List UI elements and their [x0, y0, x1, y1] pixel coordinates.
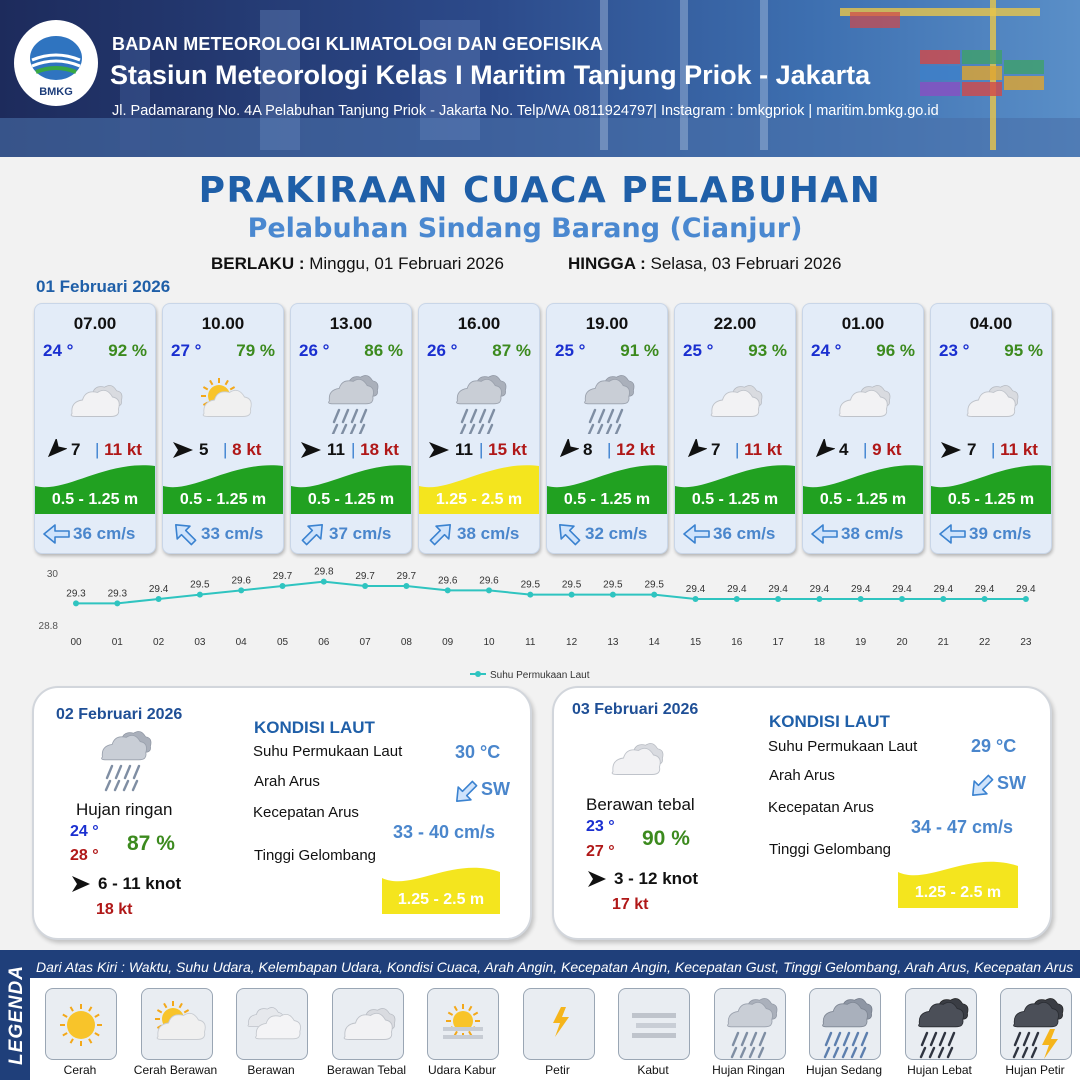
card-humidity: 91 % — [620, 341, 659, 360]
sst-data-label: 29.4 — [809, 584, 830, 595]
legend-item-petir — [523, 988, 595, 1060]
x-tick-label: 14 — [648, 637, 660, 648]
wind-direction-icon — [299, 439, 323, 461]
sst-data-label: 29.4 — [727, 584, 747, 595]
legend-item-label: Hujan Sedang — [805, 1063, 883, 1077]
valid-from-date: Minggu, 01 Februari 2026 — [309, 254, 504, 273]
station-address: Jl. Padamarang No. 4A Pelabuhan Tanjung Priok - Jakarta No. Telp/WA 0811924797| Instagram : bmkgpriok | maritim.bmkg.go.id — [112, 103, 939, 119]
x-tick-label: 04 — [235, 637, 247, 648]
card-gust: | 8 kt — [223, 440, 262, 459]
sst-point — [156, 596, 162, 602]
berawan-tebal-icon — [675, 364, 795, 434]
hujan-lebat-icon — [906, 989, 976, 1059]
card-gust-value: 12 kt — [616, 440, 655, 459]
valid-to-label: HINGGA : — [568, 254, 646, 273]
sst-point — [569, 592, 575, 598]
current-direction-icon — [683, 521, 711, 547]
legend-item-hujan-lebat — [905, 988, 977, 1060]
legend-item-cerah-berawan — [141, 988, 213, 1060]
card-gust-value: 9 kt — [872, 440, 902, 459]
x-tick-label: 00 — [70, 637, 82, 648]
hujan-ringan-icon — [547, 364, 667, 434]
card-gust: | 18 kt — [351, 440, 399, 459]
card-time: 16.00 — [457, 314, 501, 333]
sst-data-label: 29.5 — [561, 579, 582, 591]
card-wave-height: 0.5 - 1.25 m — [947, 491, 1035, 508]
page-title: PRAKIRAAN CUACA PELABUHAN — [198, 170, 882, 211]
sst-point — [775, 596, 781, 602]
x-tick-label: 19 — [855, 637, 867, 648]
sst-point — [1023, 596, 1029, 602]
x-tick-label: 12 — [566, 637, 578, 648]
wind-direction-icon — [427, 439, 451, 461]
card-current — [803, 516, 923, 552]
card-wind-speed: 11 — [327, 440, 345, 459]
day3-dir-label: Arah Arus — [769, 767, 835, 784]
card-current-speed: 39 cm/s — [969, 524, 1032, 543]
forecast-card — [930, 303, 1052, 554]
card-wave-height: 0.5 - 1.25 m — [51, 491, 139, 508]
x-tick-label: 01 — [111, 637, 123, 648]
sst-data-label: 29.4 — [974, 584, 995, 595]
hujan-sedang-icon — [810, 989, 880, 1059]
sst-data-label: 29.8 — [314, 566, 334, 578]
berawan-tebal-icon — [803, 364, 923, 434]
y-tick-label: 28.8 — [38, 621, 58, 632]
card-temperature: 23 ° — [939, 341, 970, 360]
card-wind-speed: 7 — [967, 440, 977, 459]
x-tick-label: 21 — [937, 637, 949, 648]
bmkg-logo — [14, 20, 98, 106]
day3-kondisi-title: KONDISI LAUT — [769, 712, 890, 731]
sst-point — [403, 583, 409, 589]
card-gust-value: 11 kt — [104, 440, 142, 459]
cerah-berawan-icon — [163, 364, 283, 434]
berawan-tebal-icon — [931, 364, 1051, 434]
forecast-card — [418, 303, 540, 554]
legend-item-label: Cerah Berawan — [133, 1063, 218, 1077]
card-humidity: 86 % — [364, 341, 403, 360]
sst-chart — [36, 565, 1046, 685]
sst-data-label: 29.5 — [190, 579, 210, 591]
sst-data-label: 29.6 — [479, 575, 499, 587]
card-humidity: 93 % — [748, 341, 787, 360]
card-current-speed: 32 cm/s — [585, 524, 648, 543]
card-wave-height: 0.5 - 1.25 m — [307, 491, 395, 508]
day3-tmin: 23 ° — [586, 818, 615, 835]
sst-data-label: 29.4 — [685, 584, 706, 595]
card-time: 01.00 — [841, 314, 885, 333]
logo-text: BMKG — [39, 86, 73, 98]
card-wind — [419, 437, 539, 463]
card-temperature: 26 ° — [299, 341, 330, 360]
card-wave-height: 1.25 - 2.5 m — [435, 491, 523, 508]
wind-direction-icon — [171, 439, 195, 461]
day2-kondisi-title: KONDISI LAUT — [254, 718, 375, 737]
x-tick-label: 10 — [483, 637, 495, 648]
card-current — [675, 516, 795, 552]
card-temperature: 26 ° — [427, 341, 458, 360]
legend-item-berawan — [236, 988, 308, 1060]
legend-marker — [475, 671, 481, 677]
card-gust-value: 18 kt — [360, 440, 399, 459]
card-time: 07.00 — [73, 314, 117, 333]
cerah-berawan-icon — [142, 989, 212, 1059]
sst-data-label: 29.3 — [66, 588, 86, 600]
day3-tmax: 27 ° — [586, 843, 615, 860]
card-wave-height: 0.5 - 1.25 m — [179, 491, 267, 508]
card-humidity: 87 % — [492, 341, 531, 360]
x-tick-label: 18 — [813, 637, 825, 648]
card-wind-speed: 7 — [711, 440, 721, 459]
card-wind — [803, 437, 923, 463]
x-tick-label: 03 — [194, 637, 206, 648]
udara-kabur-icon — [428, 989, 498, 1059]
card-wind-speed: 11 — [455, 440, 473, 459]
legend-item-berawan-tebal — [332, 988, 404, 1060]
card-gust: | 11 kt — [95, 440, 142, 459]
forecast-card — [162, 303, 284, 554]
legend-item-label: Berawan — [247, 1063, 295, 1077]
day3-wind: 3 - 12 knot — [614, 869, 699, 888]
card-humidity: 96 % — [876, 341, 915, 360]
petir-icon — [524, 989, 594, 1059]
card-current — [419, 516, 539, 552]
card-time: 19.00 — [585, 314, 629, 333]
wind-direction-icon — [555, 439, 579, 461]
day1-date: 01 Februari 2026 — [36, 277, 171, 296]
day2-weather-label: Hujan ringan — [76, 800, 173, 819]
day3-date: 03 Februari 2026 — [572, 701, 699, 718]
card-current — [547, 516, 667, 552]
day3-dir: SW — [997, 773, 1026, 793]
sst-point — [238, 587, 244, 593]
sst-data-label: 29.7 — [272, 571, 293, 582]
sst-point — [280, 583, 286, 589]
card-gust-value: 8 kt — [232, 440, 262, 459]
day3-gust: 17 kt — [612, 896, 649, 913]
x-tick-label: 11 — [525, 637, 536, 648]
valid-to-date: Selasa, 03 Februari 2026 — [650, 254, 842, 273]
card-temperature: 25 ° — [555, 341, 586, 360]
card-wind — [35, 437, 155, 463]
day3-wind-arrow-icon — [586, 869, 608, 889]
card-wind-speed: 4 — [839, 440, 849, 459]
forecast-card — [290, 303, 412, 554]
sst-point — [651, 592, 657, 598]
day3-wave-label: Tinggi Gelombang — [769, 841, 892, 858]
card-wave-height: 0.5 - 1.25 m — [563, 491, 651, 508]
sst-point — [610, 592, 616, 598]
day2-wind-arrow-icon — [70, 874, 92, 894]
card-current-speed: 38 cm/s — [457, 524, 520, 543]
day2-wind: 6 - 11 knot — [98, 874, 182, 893]
day3-sst-label: Suhu Permukaan Laut — [768, 738, 918, 755]
legend-label: Suhu Permukaan Laut — [490, 670, 590, 681]
valid-from-label: BERLAKU : — [211, 254, 305, 273]
card-wave-height: 0.5 - 1.25 m — [819, 491, 907, 508]
day2-wave: 1.25 - 2.5 m — [397, 891, 485, 908]
sst-point — [940, 596, 946, 602]
card-gust-value: 11 kt — [744, 440, 782, 459]
day2-gust: 18 kt — [96, 901, 133, 918]
sst-data-label: 29.5 — [644, 579, 664, 591]
current-direction-icon — [555, 521, 583, 547]
legend-title: LEGENDA — [6, 965, 27, 1065]
day3-spd: 34 - 47 cm/s — [911, 817, 1014, 837]
x-tick-label: 20 — [896, 637, 908, 648]
legend-item-label: Cerah — [63, 1063, 97, 1077]
station-name: Stasiun Meteorologi Kelas I Maritim Tanjung Priok - Jakarta — [110, 60, 871, 90]
day2-spd-label: Kecepatan Arus — [253, 804, 359, 821]
sst-point — [899, 596, 905, 602]
legend-item-kabut — [618, 988, 690, 1060]
legend-item-label: Petir — [545, 1063, 570, 1077]
sst-point — [486, 587, 492, 593]
sst-point — [527, 592, 533, 598]
card-wind — [163, 437, 283, 463]
day3-spd-label: Kecepatan Arus — [768, 799, 874, 816]
legend-item-hujan-sedang — [809, 988, 881, 1060]
card-humidity: 79 % — [236, 341, 275, 360]
legend-item-hujan-petir — [1000, 988, 1072, 1060]
hujan-ringan-icon — [419, 364, 539, 434]
sst-point — [114, 600, 120, 606]
card-current-speed: 36 cm/s — [73, 524, 136, 543]
sst-data-label: 29.4 — [850, 584, 871, 595]
card-current — [163, 516, 283, 552]
card-gust: | 12 kt — [607, 440, 655, 459]
valid-to — [568, 254, 841, 274]
sst-point — [734, 596, 740, 602]
sst-data-label: 29.5 — [520, 579, 541, 591]
day2-dir: SW — [481, 779, 510, 799]
sst-data-label: 29.4 — [148, 584, 169, 595]
y-tick-label: 30 — [46, 569, 58, 580]
current-direction-icon — [299, 521, 327, 547]
day3-current-arrow-icon — [968, 773, 994, 797]
berawan-tebal-icon — [333, 989, 403, 1059]
day2-dir-label: Arah Arus — [254, 773, 320, 790]
sst-point — [362, 583, 368, 589]
card-current-speed: 37 cm/s — [329, 524, 392, 543]
sst-point — [197, 592, 203, 598]
day2-date: 02 Februari 2026 — [56, 706, 183, 723]
forecast-card — [674, 303, 796, 554]
hujan-ringan-icon — [291, 364, 411, 434]
wind-direction-icon — [43, 439, 67, 461]
card-current-speed: 36 cm/s — [713, 524, 776, 543]
sst-data-label: 29.4 — [1016, 584, 1036, 595]
sst-point — [858, 596, 864, 602]
card-current-speed: 33 cm/s — [201, 524, 264, 543]
x-tick-label: 07 — [359, 637, 371, 648]
x-tick-label: 15 — [689, 637, 702, 648]
day2-sst: 30 °C — [455, 742, 501, 762]
card-wave-height: 0.5 - 1.25 m — [691, 491, 779, 508]
card-current — [35, 516, 155, 552]
forecast-card — [802, 303, 924, 554]
x-tick-label: 22 — [979, 637, 991, 648]
hujan-ringan-icon — [715, 989, 785, 1059]
sst-data-label: 29.4 — [933, 584, 954, 595]
sst-point — [693, 596, 699, 602]
sst-point — [73, 600, 79, 606]
sst-data-label: 29.5 — [603, 579, 623, 591]
legend-title-box — [4, 960, 30, 1075]
sst-data-label: 29.4 — [768, 584, 788, 595]
current-direction-icon — [939, 521, 967, 547]
x-tick-label: 17 — [772, 637, 784, 648]
current-direction-icon — [171, 521, 199, 547]
card-time: 10.00 — [201, 314, 245, 333]
x-tick-label: 09 — [442, 637, 454, 648]
card-time: 04.00 — [969, 314, 1013, 333]
sst-data-label: 29.6 — [437, 575, 458, 587]
x-tick-label: 02 — [153, 637, 165, 648]
day2-spd: 33 - 40 cm/s — [393, 822, 496, 842]
card-wind — [931, 437, 1051, 463]
current-direction-icon — [811, 521, 839, 547]
berawan-icon — [237, 989, 307, 1059]
current-direction-icon — [43, 521, 71, 547]
card-wind-speed: 7 — [71, 440, 81, 459]
card-gust-value: 15 kt — [488, 440, 527, 459]
day3-wave: 1.25 - 2.5 m — [914, 884, 1002, 901]
sst-point — [816, 596, 822, 602]
legend-item-label: Hujan Lebat — [907, 1063, 972, 1077]
day2-current-arrow-icon — [452, 779, 478, 803]
wind-direction-icon — [811, 439, 835, 461]
sst-point — [445, 587, 451, 593]
legend-item-hujan-ringan — [714, 988, 786, 1060]
sst-data-label: 29.7 — [355, 571, 375, 582]
card-wind-speed: 5 — [199, 440, 209, 459]
day2-humidity: 87 % — [127, 832, 175, 855]
valid-from — [211, 254, 504, 274]
day3-humidity: 90 % — [642, 827, 690, 850]
day2-tmax: 28 ° — [70, 847, 99, 864]
day3-sst: 29 °C — [971, 736, 1017, 756]
current-direction-icon — [427, 521, 455, 547]
sst-data-label: 29.7 — [396, 571, 417, 582]
page-subtitle: Pelabuhan Sindang Barang (Cianjur) — [247, 213, 803, 244]
legend-item-label: Berawan Tebal — [326, 1063, 407, 1077]
hujan-petir-icon — [1001, 989, 1071, 1059]
berawan-tebal-icon — [35, 364, 155, 434]
legend-item-label: Udara Kabur — [427, 1063, 497, 1077]
legend-item-label: Hujan Ringan — [712, 1063, 785, 1077]
day2-weather-icon — [86, 728, 166, 800]
card-wind-speed: 8 — [583, 440, 593, 459]
sst-data-label: 29.3 — [107, 588, 128, 600]
card-temperature: 27 ° — [171, 341, 202, 360]
forecast-card — [34, 303, 156, 554]
card-gust: | 11 kt — [735, 440, 782, 459]
wind-direction-icon — [683, 439, 707, 461]
sst-data-label: 29.6 — [231, 575, 251, 587]
card-temperature: 24 ° — [811, 341, 842, 360]
x-tick-label: 13 — [607, 637, 619, 648]
card-temperature: 24 ° — [43, 341, 74, 360]
card-wind — [547, 437, 667, 463]
card-humidity: 92 % — [108, 341, 147, 360]
legend-description: Dari Atas Kiri : Waktu, Suhu Udara, Kelembapan Udara, Kondisi Cuaca, Arah Angin, Kecepatan Angin, Kecepatan Gust, Tinggi Gelombang, Arah Arus, Kecepatan Arus — [36, 959, 1074, 975]
sst-point — [321, 579, 327, 585]
card-current-speed: 38 cm/s — [841, 524, 904, 543]
wind-direction-icon — [939, 439, 963, 461]
cerah-icon — [46, 989, 116, 1059]
legend-item-cerah — [45, 988, 117, 1060]
card-wind — [675, 437, 795, 463]
x-tick-label: 06 — [318, 637, 330, 648]
card-current — [931, 516, 1051, 552]
agency-name: BADAN METEOROLOGI KLIMATOLOGI DAN GEOFISIKA — [112, 34, 603, 54]
day2-tmin: 24 ° — [70, 823, 99, 840]
card-temperature: 25 ° — [683, 341, 714, 360]
legend-item-label: Kabut — [637, 1063, 669, 1077]
day3-weather-icon — [596, 730, 676, 790]
legend-item-udara-kabur — [427, 988, 499, 1060]
x-tick-label: 23 — [1020, 637, 1032, 648]
x-tick-label: 16 — [731, 637, 743, 648]
day2-sst-label: Suhu Permukaan Laut — [253, 743, 403, 760]
card-time: 13.00 — [329, 314, 373, 333]
card-wind — [291, 437, 411, 463]
card-humidity: 95 % — [1004, 341, 1043, 360]
kabut-icon — [619, 989, 689, 1059]
x-tick-label: 05 — [276, 637, 289, 648]
sst-point — [982, 596, 988, 602]
card-current — [291, 516, 411, 552]
x-tick-label: 08 — [400, 637, 412, 648]
legend-item-label: Hujan Petir — [1005, 1063, 1065, 1077]
day3-weather-label: Berawan tebal — [586, 795, 695, 814]
card-gust: | 9 kt — [863, 440, 902, 459]
card-gust: | 11 kt — [991, 440, 1038, 459]
card-gust-value: 11 kt — [1000, 440, 1038, 459]
sst-data-label: 29.4 — [892, 584, 912, 595]
card-time: 22.00 — [713, 314, 757, 333]
card-gust: | 15 kt — [479, 440, 527, 459]
forecast-card — [546, 303, 668, 554]
day2-wave-label: Tinggi Gelombang — [254, 847, 377, 864]
